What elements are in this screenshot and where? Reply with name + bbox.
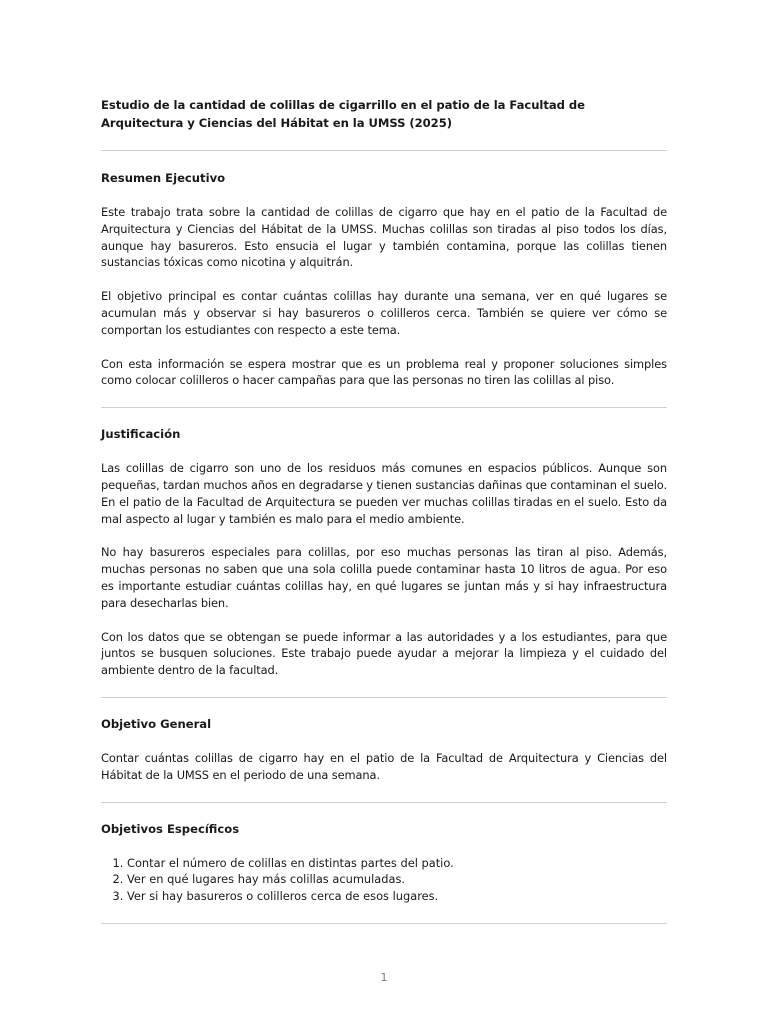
list-item: 2. Ver en qué lugares hay más colillas acumuladas. xyxy=(127,871,667,888)
document-page xyxy=(101,96,667,924)
divider xyxy=(101,697,667,698)
paragraph: El objetivo principal es contar cuántas colillas hay durante una semana, ver en qué lugares se acumulan más y observar si hay basureros o colilleros cerca. También se quiere ver cómo se comportan los estudiantes con respecto a este tema. xyxy=(101,289,667,337)
section-heading-objetivo-general: Objetivo General xyxy=(101,716,212,731)
paragraph: Con los datos que se obtengan se puede informar a las autoridades y a los estudiantes, para que juntos se busquen soluciones. Este trabajo puede ayudar a mejorar la limpieza y el cuidado del ambiente dentro de la facultad. xyxy=(101,629,667,678)
paragraph: Este trabajo trata sobre la cantidad de colillas de cigarro que hay en el patio de la Facultad de Arquitectura y Ciencias del Hábitat de la UMSS. Muchas colillas son tiradas al piso todos los días, aunque hay basureros. Esto ensucia el lugar y también contamina, porque las colillas tienen sustancias tóxicas como nicotina y alquitrán. xyxy=(101,205,667,270)
divider xyxy=(101,802,667,803)
paragraph: Las colillas de cigarro son uno de los residuos más comunes en espacios públicos. Aunque son pequeñas, tardan muchos años en degradarse y tienen sustancias dañinas que contaminan el suelo. En el patio de la Facultad de Arquitectura se pueden ver muchas colillas tiradas en el suelo. Esto da mal aspecto al lugar y también es malo para el medio ambiente. xyxy=(101,461,667,526)
paragraph: Con esta información se espera mostrar que es un problema real y proponer soluciones simples como colocar colilleros o hacer campañas para que las personas no tiren las colillas al piso. xyxy=(101,356,667,388)
divider xyxy=(101,923,667,924)
objectives-list xyxy=(101,855,667,905)
list-item: 1. Contar el número de colillas en distintas partes del patio. xyxy=(127,855,667,872)
paragraph: No hay basureros especiales para colillas, por eso muchas personas las tiran al piso. Además, muchas personas no saben que una sola colilla puede contaminar hasta 10 litros de agua. Por eso es importante estudiar cuántas colillas hay, en qué lugares se juntan más y si hay infraestructura para desecharlas bien. xyxy=(101,545,667,610)
section-heading-resumen: Resumen Ejecutivo xyxy=(101,171,226,185)
divider xyxy=(101,150,667,151)
page-number: 1 xyxy=(380,971,388,984)
paragraph: Contar cuántas colillas de cigarro hay en el patio de la Facultad de Arquitectura y Ciencias del Hábitat de la UMSS en el periodo de una semana. xyxy=(101,750,667,782)
section-heading-justificacion: Justificación xyxy=(101,427,181,442)
list-item: 3. Ver si hay basureros o colilleros cerca de esos lugares. xyxy=(127,888,667,905)
divider xyxy=(101,407,667,408)
document-title: Estudio de la cantidad de colillas de cigarrillo en el patio de la Facultad de Arquitectura y Ciencias del Hábitat en la UMSS (2025) xyxy=(101,98,585,130)
section-heading-objetivos-especificos: Objetivos Específicos xyxy=(101,821,240,836)
